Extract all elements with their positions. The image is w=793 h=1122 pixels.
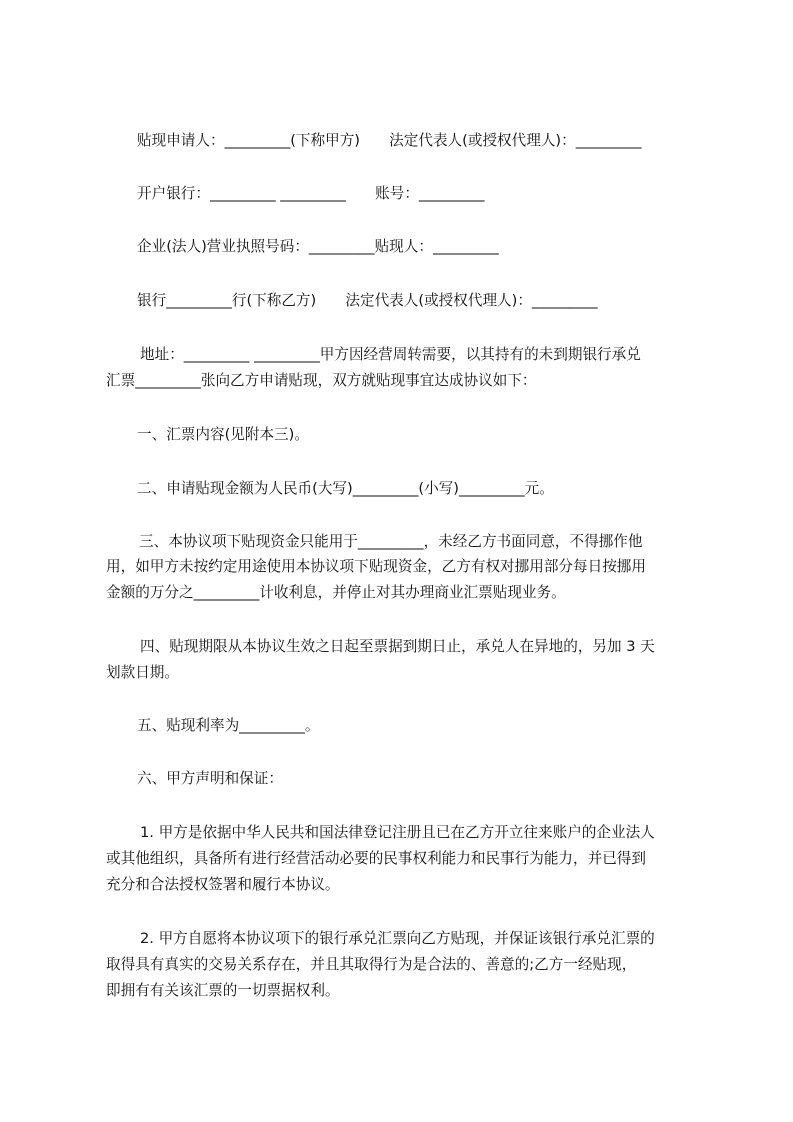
clause-5: 五、贴现利率为_________。 [137, 717, 320, 734]
clause-3-line-3: 金额的万分之_________计收利息，并停止对其办理商业汇票贴现业务。 [106, 584, 566, 601]
clause-1: 一、汇票内容(见附本三)。 [137, 426, 309, 443]
clause-3-line-1: 三、本协议项下贴现资金只能用于_________，未经乙方书面同意，不得挪作他 [139, 533, 643, 550]
clause-4-line-2: 划款日期。 [106, 664, 179, 681]
clause-6-2-line-3: 即拥有有关该汇票的一切票据权利。 [106, 982, 340, 999]
clause-6-1-line-1: 1. 甲方是依据中华人民共和国法律登记注册且已在乙方开立往来账户的企业法人 [140, 824, 655, 841]
clause-6-2-line-2: 取得具有真实的交易关系存在，并且其取得行为是合法的、善意的;乙方一经贴现， [106, 956, 637, 973]
discount-bank-line: 银行_________行(下称乙方) 法定代表人(或授权代理人)：_________ [137, 292, 598, 309]
address-line-1: 地址：_________ _________甲方因经营周转需要，以其持有的未到期银行承兑 [140, 346, 641, 363]
clause-6-1-line-3: 充分和合法授权签署和履行本协议。 [106, 876, 340, 893]
clause-6-2-line-1: 2. 甲方自愿将本协议项下的银行承兑汇票向乙方贴现，并保证该银行承兑汇票的 [140, 930, 655, 947]
bank-account-line: 开户银行：_________ _________ 账号：_________ [137, 185, 485, 202]
clause-6-1-line-2: 或其他组织，具备所有进行经营活动必要的民事权利能力和民事行为能力，并已得到 [106, 850, 646, 867]
clause-3-line-2: 用，如甲方未按约定用途使用本协议项下贴现资金，乙方有权对挪用部分每日按挪用 [106, 558, 646, 575]
address-line-2: 汇票_________张向乙方申请贴现，双方就贴现事宜达成协议如下： [106, 372, 537, 389]
clause-2: 二、申请贴现金额为人民币(大写)_________(小写)_________元。 [137, 480, 554, 497]
clause-6-heading: 六、甲方声明和保证： [137, 770, 283, 787]
applicant-line: 贴现申请人：_________(下称甲方) 法定代表人(或授权代理人)：_________ [137, 132, 642, 149]
clause-4-line-1: 四、贴现期限从本协议生效之日起至票据到期日止，承兑人在异地的，另加 3 天 [140, 638, 655, 655]
license-line: 企业(法人)营业执照号码：_________贴现人：_________ [137, 238, 499, 255]
